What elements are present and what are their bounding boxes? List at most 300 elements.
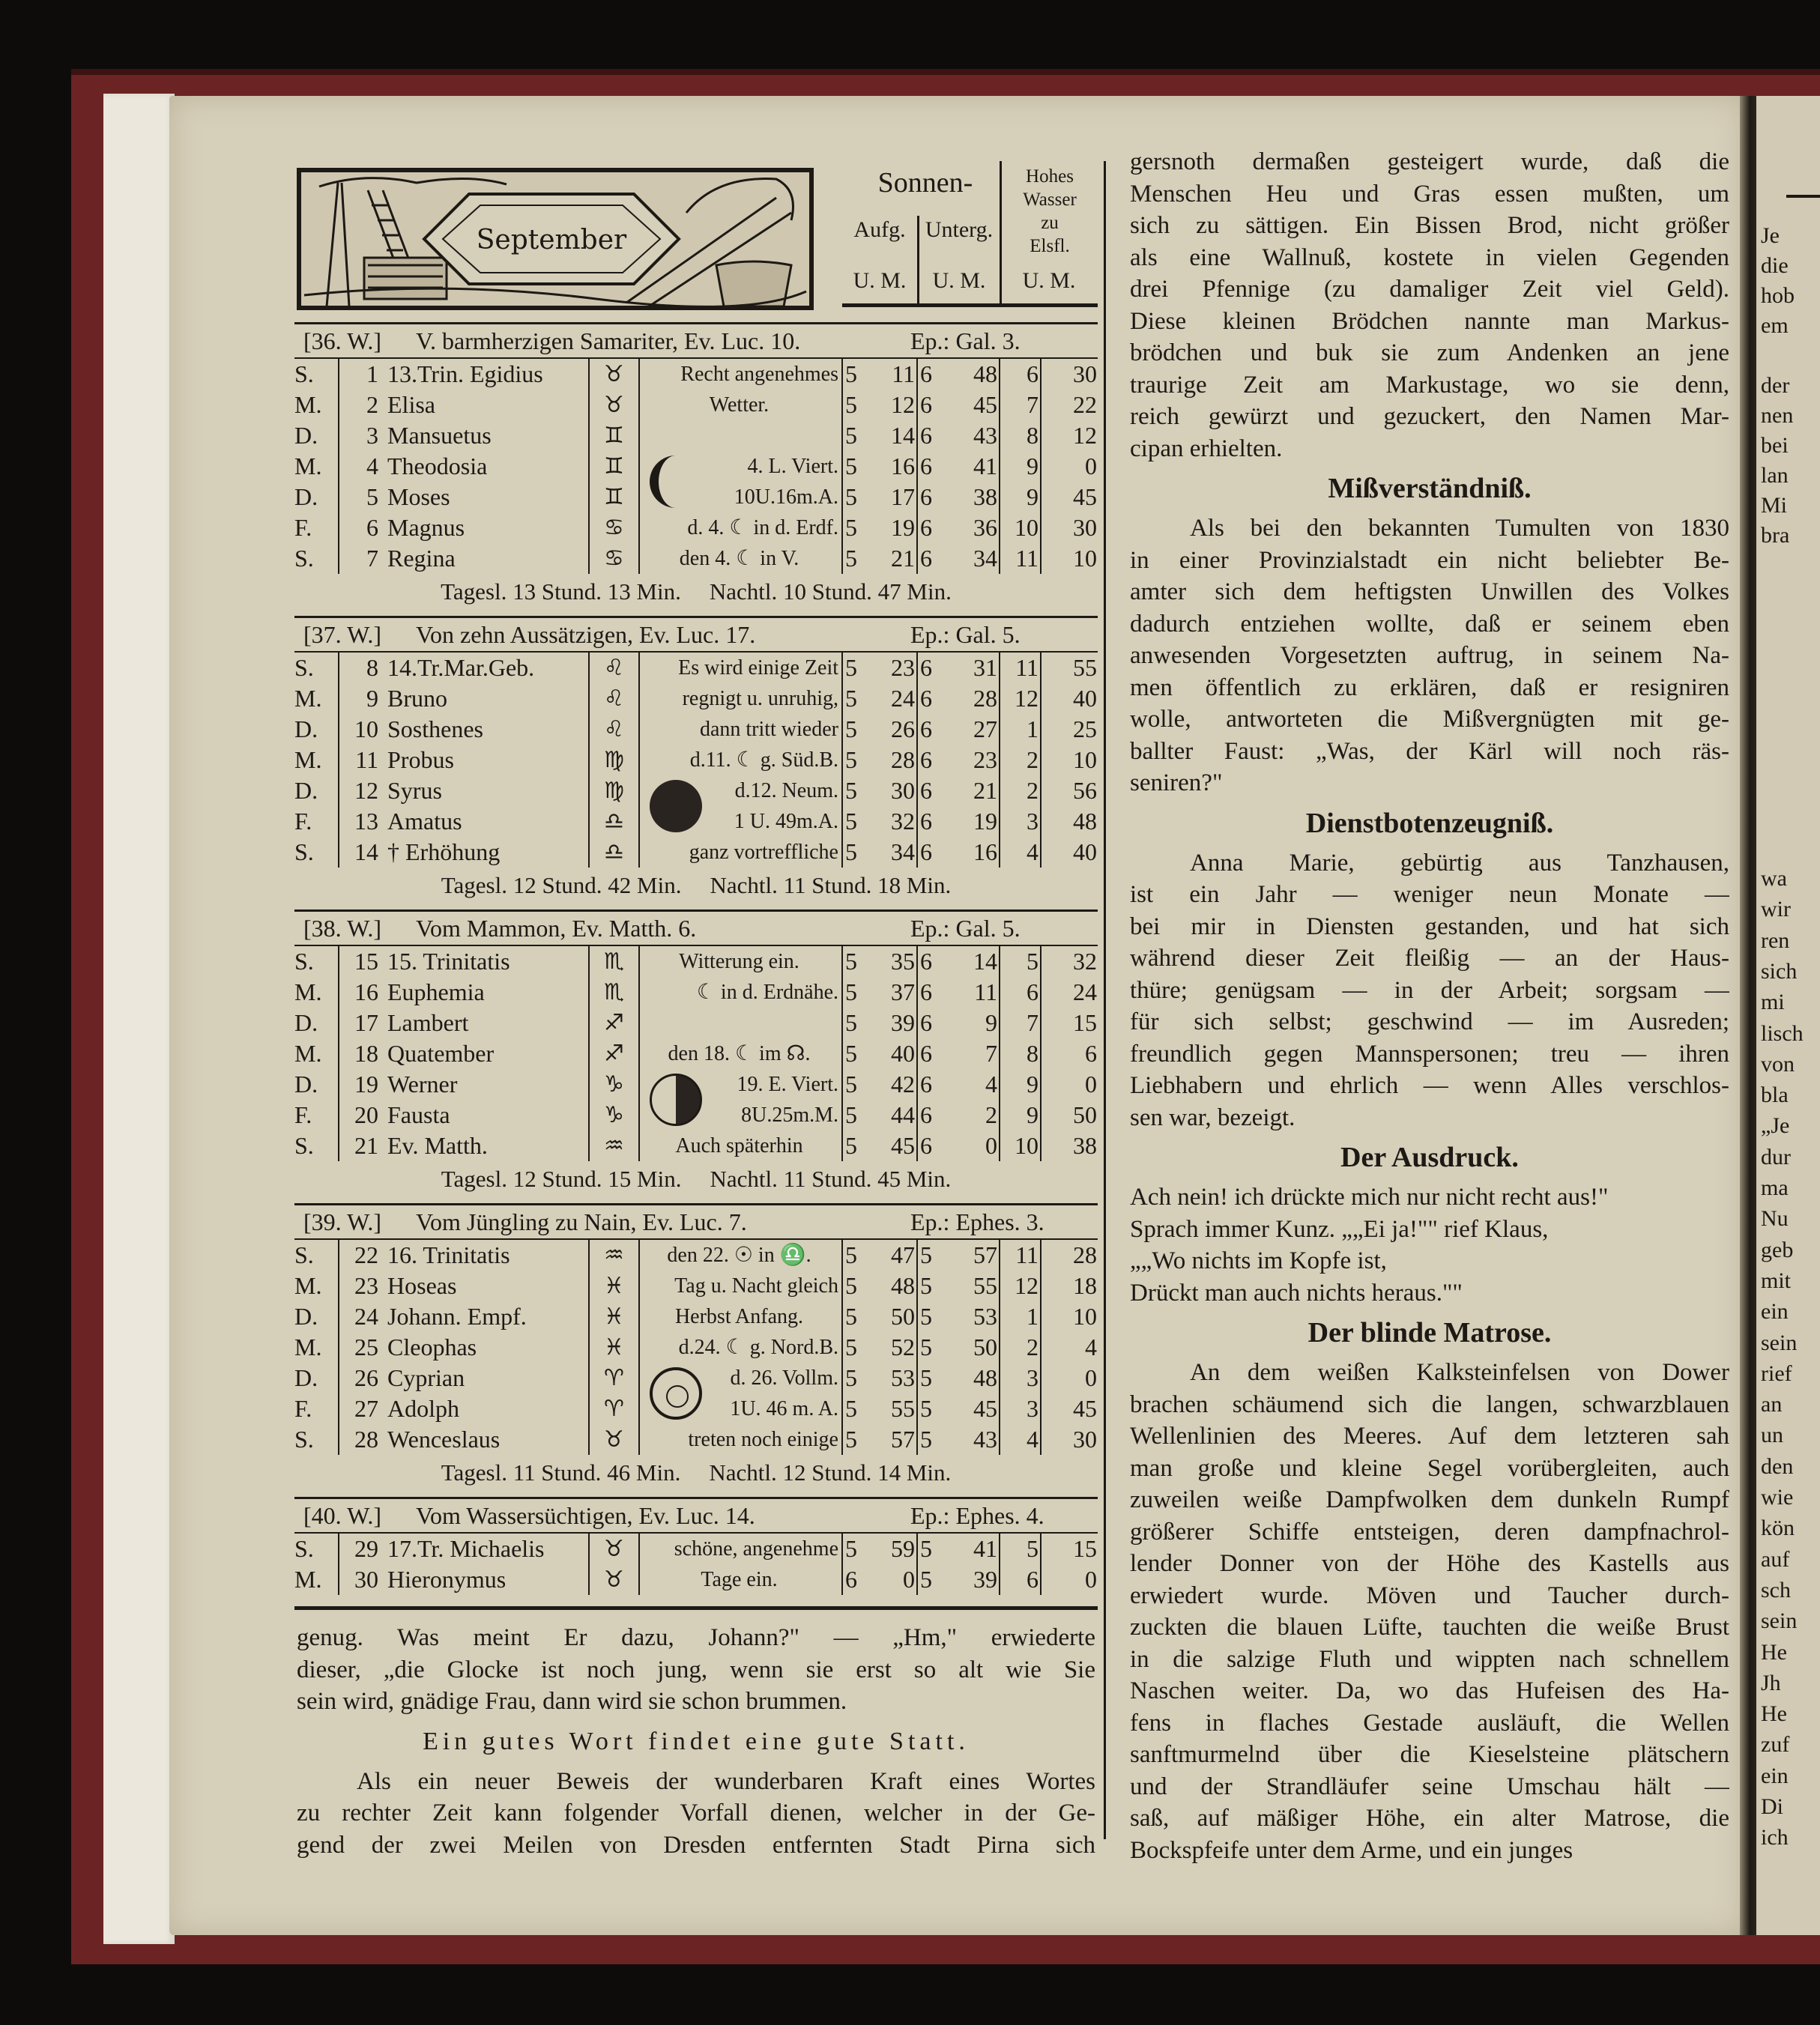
high-water-line: Hohes: [1026, 166, 1074, 187]
next-page-fragment: rief: [1761, 1360, 1792, 1386]
zodiac-sign-icon: ♑: [590, 1100, 640, 1130]
high-water-hour: 8: [1000, 420, 1041, 451]
sunset-minute: 45: [940, 390, 1000, 420]
weather-note: treten noch einige: [640, 1424, 843, 1455]
high-water-hour: 7: [1000, 390, 1041, 420]
next-page-fragment: Nu: [1761, 1206, 1789, 1232]
day-row: [294, 1564, 1098, 1595]
day-row: [294, 512, 1098, 543]
high-water-hour: 5: [1000, 1534, 1041, 1564]
next-page-fragment: wie: [1761, 1485, 1794, 1510]
high-water-hour: 9: [1000, 1069, 1041, 1100]
weekday-abbrev: M.: [294, 1271, 339, 1301]
sunset-minute: 21: [940, 775, 1000, 806]
sunset-hour: 5: [920, 1241, 932, 1268]
high-water-minute: 30: [1073, 360, 1097, 387]
sunrise-hour: 5: [845, 1303, 857, 1330]
zodiac-sign-icon: ♋: [590, 512, 640, 543]
column-divider: [1104, 161, 1106, 1839]
weekday-abbrev: D.: [294, 420, 339, 451]
high-water-hour: 11: [1000, 653, 1041, 683]
sunrise-minute: 42: [865, 1069, 918, 1100]
weekday-abbrev: S.: [294, 837, 339, 868]
gospel-reading: Vom Jüngling zu Nain, Ev. Luc. 7.: [416, 1208, 747, 1235]
sunset-hour: 5: [920, 1566, 932, 1593]
sunrise-hour: 5: [845, 1426, 857, 1453]
high-water-minute: 38: [1073, 1132, 1097, 1159]
saint-day-cell: [339, 1130, 590, 1161]
next-page-fragment: wa: [1761, 866, 1787, 891]
high-water-line: Elsfl.: [1030, 236, 1070, 256]
saint-day-cell: [339, 837, 590, 868]
saint-name: Sosthenes: [387, 715, 483, 742]
zodiac-sign-icon: ♉: [590, 390, 640, 420]
day-row: [294, 1271, 1098, 1301]
sunrise-minute: 39: [865, 1008, 918, 1038]
day-number: 27: [354, 1395, 378, 1422]
gospel-reading: Vom Mammon, Ev. Matth. 6.: [416, 914, 697, 942]
article-heading: Ein gutes Wort findet eine gute Statt.: [423, 1727, 970, 1755]
high-water-minute: 25: [1073, 715, 1097, 742]
sunrise-minute: 11: [865, 359, 918, 390]
article-heading: Der Ausdruck.: [1340, 1142, 1519, 1173]
day-number: 25: [354, 1334, 378, 1360]
zodiac-sign-icon: ♎: [590, 806, 640, 837]
sunset-hour: 6: [920, 1101, 932, 1128]
sunrise-minute: 16: [865, 451, 918, 482]
sunrise-minute: 52: [865, 1332, 918, 1363]
text-line: anwesenden Vorgesetzten auftrug, in seinem Na-: [1130, 642, 1729, 669]
next-page-fragment: lisch: [1761, 1020, 1804, 1046]
sunrise-label: Aufg.: [853, 217, 906, 242]
sunset-minute: 38: [940, 482, 1000, 512]
high-water-minute: 0: [1085, 1364, 1097, 1391]
epistle-reading: Ep.: Gal. 5.: [910, 620, 1021, 648]
next-page-fragment: ein: [1761, 1763, 1789, 1788]
day-number: 9: [366, 685, 378, 712]
sunset-minute: 9: [940, 1008, 1000, 1038]
day-length: Tagesl. 11 Stund. 46 Min.: [441, 1459, 681, 1486]
weather-note: 1U. 46 m. A.: [640, 1393, 843, 1424]
saint-name: † Erhöhung: [387, 838, 501, 865]
text-line: Diese kleinen Brödchen nannte man Markus-: [1130, 307, 1729, 335]
weather-note: Recht angenehmes: [640, 359, 843, 390]
high-water-minute: 55: [1073, 654, 1097, 681]
text-line: größerer Schiffe entsteigen, deren dampfnachrol-: [1130, 1518, 1729, 1546]
sunrise-minute: 30: [865, 775, 918, 806]
next-page-fragment: Je: [1761, 223, 1780, 248]
saint-name: 14.Tr.Mar.Geb.: [387, 654, 535, 681]
sunrise-minute: 24: [865, 683, 918, 714]
high-water-hour: 3: [1000, 1393, 1041, 1424]
sunset-minute: 2: [940, 1100, 1000, 1130]
weather-note: 1 U. 49m.A.: [640, 806, 843, 837]
calendar-table: [294, 321, 1098, 1789]
sunrise-hour: 5: [845, 1535, 857, 1562]
high-water-hour: 5: [1000, 946, 1041, 977]
zodiac-sign-icon: ♌: [590, 714, 640, 745]
article-heading: Mißverständniß.: [1328, 473, 1532, 504]
saint-day-cell: [339, 1301, 590, 1332]
day-row: [294, 1130, 1098, 1161]
high-water-minute: 40: [1073, 838, 1097, 865]
text-line: „„Wo nichts im Kopfe ist,: [1130, 1247, 1387, 1274]
next-page-fragment: dur: [1761, 1144, 1791, 1169]
text-line: seniren?": [1130, 769, 1223, 796]
weekday-abbrev: M.: [294, 977, 339, 1008]
weekday-abbrev: M.: [294, 390, 339, 420]
day-number: 18: [354, 1040, 378, 1067]
sunset-hour: 6: [920, 1071, 932, 1098]
week-rows: [294, 359, 1098, 574]
next-page-fragment: bla: [1761, 1083, 1789, 1108]
high-water-minute: 0: [1085, 1566, 1097, 1593]
high-water-minute: 6: [1085, 1040, 1097, 1067]
day-row: [294, 359, 1098, 390]
sunrise-minute: 34: [865, 837, 918, 868]
text-line: Anna Marie, gebürtig aus Tanzhausen,: [1190, 849, 1729, 877]
sunset-hour: 6: [920, 422, 932, 449]
weekday-abbrev: D.: [294, 1008, 339, 1038]
weather-note: d.24. ☾ g. Nord.B.: [640, 1332, 843, 1363]
sunrise-minute: 17: [865, 482, 918, 512]
sunrise-hour: 5: [845, 808, 857, 835]
sunrise-hour: 5: [845, 360, 857, 387]
day-row: [294, 390, 1098, 420]
moon-phase-new-icon: [650, 780, 702, 832]
zodiac-sign-icon: ♑: [590, 1069, 640, 1100]
sunrise-hour: 5: [845, 685, 857, 712]
zodiac-sign-icon: ♐: [590, 1038, 640, 1069]
text-line: in einer Provinzialstadt ein nicht beliebter Be-: [1130, 546, 1729, 574]
sunset-hour: 6: [920, 808, 932, 835]
saint-day-cell: [339, 1534, 590, 1564]
next-page-fragment: nen: [1761, 403, 1794, 428]
next-page-fragment: ren: [1761, 927, 1790, 953]
text-line: in die salzige Fluth und wippten nach schnellem: [1130, 1645, 1729, 1673]
saint-day-cell: [339, 1008, 590, 1038]
zodiac-sign-icon: ♌: [590, 683, 640, 714]
calendar-end-rule: [294, 1606, 1098, 1610]
next-page-fragment: ein: [1761, 1299, 1789, 1325]
high-water-hour: 6: [1000, 977, 1041, 1008]
sunrise-minute: 12: [865, 390, 918, 420]
sunset-unit-label: U. M.: [932, 268, 986, 293]
sunset-hour: 5: [920, 1395, 932, 1422]
next-page-fragment: der: [1761, 373, 1790, 398]
week-number: [37. W.]: [303, 620, 381, 648]
day-number: 8: [366, 654, 378, 681]
weather-note: Auch späterhin: [640, 1130, 843, 1161]
high-water-minute: 0: [1085, 452, 1097, 479]
text-line: Als bei den bekannten Tumulten von 1830: [1190, 515, 1729, 542]
saint-name: Theodosia: [387, 452, 488, 479]
weekday-abbrev: S.: [294, 1534, 339, 1564]
weather-note: 10U.16m.A.: [640, 482, 843, 512]
next-page-fragment: ich: [1761, 1825, 1789, 1850]
saint-day-cell: [339, 946, 590, 977]
next-page-fragment: sein: [1761, 1608, 1798, 1634]
day-row: [294, 745, 1098, 775]
right-text-column: [1130, 146, 1729, 1866]
saint-name: Hieronymus: [387, 1566, 507, 1593]
saint-name: Euphemia: [387, 978, 485, 1005]
day-row: [294, 1038, 1098, 1069]
night-length: Nachtl. 11 Stund. 45 Min.: [710, 1166, 952, 1192]
text-line: zu rechter Zeit kann folgender Vorfall dienen, welcher in der Ge-: [297, 1800, 1095, 1826]
text-line: erwiedert wurde. Möven und Taucher durch-: [1130, 1581, 1729, 1609]
week-header: [294, 1205, 1098, 1238]
text-line: lender Donner von der Höhe des Kastells aus: [1130, 1550, 1729, 1577]
next-page-fragment: em: [1761, 313, 1789, 338]
zodiac-sign-icon: ♒: [590, 1130, 640, 1161]
zodiac-sign-icon: ♏: [590, 977, 640, 1008]
weather-note: [640, 420, 843, 451]
zodiac-sign-icon: ♌: [590, 653, 640, 683]
sunrise-hour: 5: [845, 1334, 857, 1360]
week-number: [36. W.]: [303, 327, 381, 354]
text-line: dadurch entziehen wollte, daß er seinem eben: [1130, 610, 1729, 638]
day-number: 15: [354, 948, 378, 975]
sunset-hour: 6: [920, 452, 932, 479]
saint-day-cell: [339, 1564, 590, 1595]
sunrise-minute: 28: [865, 745, 918, 775]
weather-note: ☾ in d. Erdnähe.: [640, 977, 843, 1008]
sunset-minute: 55: [940, 1271, 1000, 1301]
header-rule: [842, 303, 1098, 307]
day-row: [294, 946, 1098, 977]
day-number: 5: [366, 483, 378, 510]
day-length: Tagesl. 12 Stund. 42 Min.: [441, 872, 682, 898]
weather-note: schöne, angenehme: [640, 1534, 843, 1564]
day-row: [294, 1301, 1098, 1332]
zodiac-sign-icon: ♉: [590, 359, 640, 390]
text-line: sein wird, gnädige Frau, dann wird sie schon brummen.: [297, 1688, 847, 1715]
zodiac-sign-icon: ♏: [590, 946, 640, 977]
sunset-hour: 5: [920, 1272, 932, 1299]
high-water-minute: 18: [1073, 1272, 1097, 1299]
saint-name: Amatus: [387, 808, 462, 835]
sunset-hour: 6: [920, 1132, 932, 1159]
sunrise-minute: 45: [865, 1130, 918, 1161]
sunset-minute: 31: [940, 653, 1000, 683]
week-number: [38. W.]: [303, 914, 381, 942]
sunrise-hour: 5: [845, 545, 857, 572]
sunset-hour: 5: [920, 1303, 932, 1330]
high-water-hour: 4: [1000, 837, 1041, 868]
text-line: reich gewürzt und gezuckert, den Namen Mar-: [1130, 403, 1729, 430]
zodiac-sign-icon: ♊: [590, 451, 640, 482]
day-number: 1: [366, 360, 378, 387]
text-line: ballter Faust: „Was, der Kärl will noch räs-: [1130, 737, 1729, 765]
high-water-minute: 48: [1073, 808, 1097, 835]
next-page-rule: [1786, 195, 1820, 198]
week-block: [294, 1203, 1098, 1495]
text-line: Wellenlinien des Meeres. Auf dem letzteren sah: [1130, 1423, 1729, 1450]
day-row: [294, 1008, 1098, 1038]
weekday-abbrev: S.: [294, 946, 339, 977]
sunrise-minute: 21: [865, 543, 918, 574]
week-header: [294, 1499, 1098, 1532]
saint-day-cell: [339, 1271, 590, 1301]
next-page-fragment: Di: [1761, 1794, 1783, 1819]
sunset-minute: 43: [940, 1424, 1000, 1455]
day-row: [294, 714, 1098, 745]
saint-name: Magnus: [387, 514, 465, 541]
text-line: Bockspfeife unter dem Arme, und ein junges: [1130, 1836, 1573, 1864]
saint-name: 13.Trin. Egidius: [387, 360, 543, 387]
sunset-minute: 41: [940, 1534, 1000, 1564]
sunset-hour: 5: [920, 1364, 932, 1391]
day-number: 17: [354, 1009, 378, 1036]
week-header: [294, 618, 1098, 651]
text-line: brödchen und buk sie zum Andenken an jene: [1130, 339, 1729, 366]
saint-name: 15. Trinitatis: [387, 948, 510, 975]
next-page-fragment: von: [1761, 1051, 1795, 1077]
sunset-minute: 0: [940, 1130, 1000, 1161]
high-water-hour: 6: [1000, 1564, 1041, 1595]
sunset-minute: 57: [940, 1240, 1000, 1271]
weekday-abbrev: S.: [294, 1240, 339, 1271]
sunrise-unit-label: U. M.: [853, 268, 907, 293]
saint-name: Cleophas: [387, 1334, 477, 1360]
saint-day-cell: [339, 714, 590, 745]
next-page-fragment: wir: [1761, 897, 1791, 922]
weekday-abbrev: D.: [294, 1069, 339, 1100]
saint-day-cell: [339, 1363, 590, 1393]
weather-note: Wetter.: [640, 390, 843, 420]
sunset-hour: 6: [920, 483, 932, 510]
week-rows: [294, 946, 1098, 1161]
high-water-minute: 28: [1073, 1241, 1097, 1268]
weekday-abbrev: M.: [294, 451, 339, 482]
saint-name: Wenceslaus: [387, 1426, 501, 1453]
sunrise-minute: 40: [865, 1038, 918, 1069]
article-heading: Der blinde Matrose.: [1307, 1317, 1552, 1349]
high-water-minute: 0: [1085, 1071, 1097, 1098]
weather-note: [640, 1008, 843, 1038]
high-water-minute: 12: [1073, 422, 1097, 449]
weekday-abbrev: F.: [294, 1393, 339, 1424]
sunrise-hour: 5: [845, 715, 857, 742]
text-line: man große und kleine Segel vorübergleiten, auch: [1130, 1454, 1729, 1482]
high-water-hour: 2: [1000, 1332, 1041, 1363]
zodiac-sign-icon: ♈: [590, 1393, 640, 1424]
weekday-abbrev: F.: [294, 806, 339, 837]
sunrise-minute: 0: [865, 1564, 918, 1595]
next-page-fragment: sich: [1761, 958, 1798, 984]
text-line: Ach nein! ich drückte mich nur nicht recht aus!": [1130, 1184, 1609, 1211]
day-row: [294, 683, 1098, 714]
saint-name: Elisa: [387, 391, 435, 418]
zodiac-sign-icon: ♓: [590, 1301, 640, 1332]
text-line: während dieser Zeit fleißig — an der Haus-: [1130, 945, 1729, 972]
saint-day-cell: [339, 683, 590, 714]
high-water-hour: 2: [1000, 745, 1041, 775]
day-row: [294, 543, 1098, 574]
day-row: [294, 977, 1098, 1008]
high-water-hour: 2: [1000, 775, 1041, 806]
zodiac-sign-icon: ♋: [590, 543, 640, 574]
sunrise-minute: 44: [865, 1100, 918, 1130]
text-line: drei Pfennige (zu damaliger Zeit viel Geld).: [1130, 276, 1729, 303]
sunrise-minute: 23: [865, 653, 918, 683]
weekday-abbrev: M.: [294, 745, 339, 775]
sunset-minute: 16: [940, 837, 1000, 868]
sunrise-minute: 47: [865, 1240, 918, 1271]
weekday-abbrev: M.: [294, 1564, 339, 1595]
day-number: 10: [354, 715, 378, 742]
saint-day-cell: [339, 745, 590, 775]
text-line: Naschen weiter. Da, wo das Hufeisen des Ha-: [1130, 1677, 1729, 1704]
week-rows: [294, 1534, 1098, 1595]
september-woodcut-illustration: [297, 168, 814, 310]
day-number: 29: [354, 1535, 378, 1562]
epistle-reading: Ep.: Gal. 5.: [910, 914, 1021, 942]
sunset-minute: 14: [940, 946, 1000, 977]
weekday-abbrev: M.: [294, 1038, 339, 1069]
week-block: [294, 616, 1098, 908]
next-page-fragment: kön: [1761, 1516, 1795, 1541]
day-length: Tagesl. 13 Stund. 13 Min.: [441, 578, 681, 605]
saint-name: Adolph: [387, 1395, 459, 1422]
sunset-minute: 4: [940, 1069, 1000, 1100]
saint-name: Werner: [387, 1071, 458, 1098]
sunset-minute: 28: [940, 683, 1000, 714]
next-page-fragment: den: [1761, 1453, 1794, 1479]
high-water-hour: 7: [1000, 1008, 1041, 1038]
text-line: gend der zwei Meilen von Dresden entfernten Stadt Pirna sich: [297, 1831, 1095, 1859]
high-water-minute: 30: [1073, 514, 1097, 541]
saint-day-cell: [339, 1100, 590, 1130]
weekday-abbrev: D.: [294, 775, 339, 806]
next-page-fragment: lan: [1761, 463, 1789, 488]
sunset-minute: 23: [940, 745, 1000, 775]
weather-note: d. 26. Vollm.: [640, 1363, 843, 1393]
day-number: 22: [354, 1241, 378, 1268]
sunrise-minute: 37: [865, 977, 918, 1008]
text-line: sen war, bezeigt.: [1130, 1104, 1296, 1131]
weather-note: dann tritt wieder: [640, 714, 843, 745]
sunrise-hour: 5: [845, 1395, 857, 1422]
zodiac-sign-icon: ♉: [590, 1424, 640, 1455]
high-water-minute: 22: [1073, 391, 1097, 418]
sunset-minute: 36: [940, 512, 1000, 543]
weekday-abbrev: S.: [294, 1424, 339, 1455]
day-number: 28: [354, 1426, 378, 1453]
next-page-fragment: hob: [1761, 283, 1795, 308]
sunrise-minute: 26: [865, 714, 918, 745]
header-divider: [917, 216, 919, 303]
day-number: 11: [355, 746, 378, 773]
sunset-hour: 6: [920, 545, 932, 572]
sunrise-hour: 5: [845, 1132, 857, 1159]
saint-day-cell: [339, 1424, 590, 1455]
sunrise-hour: 5: [845, 948, 857, 975]
high-water-minute: 56: [1073, 777, 1097, 804]
gospel-reading: Vom Wassersüchtigen, Ev. Luc. 14.: [416, 1501, 755, 1529]
text-line: thüre; genügsam — in der Arbeit; sorgsam —: [1130, 976, 1729, 1004]
sunrise-hour: 5: [845, 838, 857, 865]
weekday-abbrev: F.: [294, 512, 339, 543]
sunrise-minute: 59: [865, 1534, 918, 1564]
weekday-abbrev: S.: [294, 1130, 339, 1161]
weekday-abbrev: S.: [294, 359, 339, 390]
weekday-abbrev: S.: [294, 543, 339, 574]
night-length: Nachtl. 12 Stund. 14 Min.: [709, 1459, 952, 1486]
sunset-hour: 6: [920, 948, 932, 975]
weather-note: den 22. ☉ in ♎.: [640, 1240, 843, 1271]
